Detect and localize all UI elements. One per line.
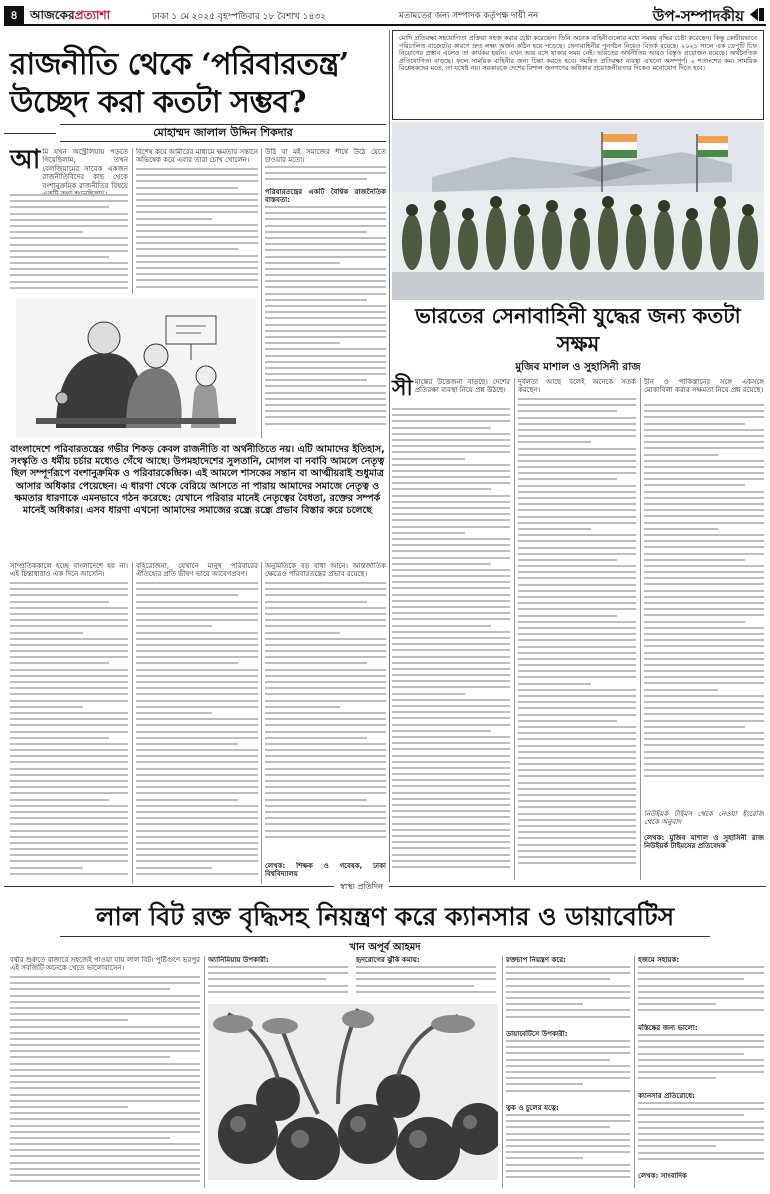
article2-col3-start: চীন ও পাকিস্তানের সঙ্গে একসঙ্গে মোকাবিলা করার সক্ষমতা নিয়ে প্রশ্ন রয়েছে। xyxy=(644,378,764,395)
column-rule xyxy=(634,956,635,1188)
article3-subhead-bp: রক্তচাপ নিয়ন্ত্রণ করে: xyxy=(506,956,566,964)
article3-byline: খান অপূর্ব আহমদ xyxy=(349,942,421,953)
article1-col2-start: বিশেষ করে আমীরের মাধ্যমে ক্ষমতার সন্তানে অভিষেক করে এবার তারা চোখ খোলেন। xyxy=(136,148,258,165)
article1-col3-text-lines-b xyxy=(265,206,386,438)
article2-headline: ভারতের সেনাবাহিনী যুদ্ধের জন্য কতটা সক্ষম xyxy=(415,303,741,356)
article1-col3-text-lines-a xyxy=(265,166,386,188)
article2-source-note: নিউইয়র্ক টাইমস থেকে নেওয়া ইংরেজি থেকে অনুবাদ xyxy=(644,810,764,827)
article3-col5-text-lines-a xyxy=(638,966,764,1022)
article3-col4 xyxy=(506,956,630,1188)
article1-col2-top xyxy=(136,148,258,294)
article3-col2-text-lines xyxy=(208,966,348,1002)
article1-lower-col3-start: অনুমিতিকে বড় বাধা আনে। আন্তর্জাতিক ক্ষেত্রেও পরিবারতন্ত্রের প্রভাব রয়েছে। xyxy=(265,562,386,579)
article1-intro: মি যখন অস্ট্রেলিয়ায় পড়তে গিয়েছিলাম, তখন বেলজিয়ামের সাবেক একজন রাজনীতিবিদের কাছ থেকে বংশানুক্রমিক রাজনীতির বিষয়ে xyxy=(42,148,128,190)
article3-col1-start: বর্ষার শুরুতে বাজারে সহজেই পাওয়া যায় লাল বিট। পুষ্টিগুণে ভরপুর এই সবজিটি অনেকে খেতে ভালোবাসেন। xyxy=(10,956,200,973)
column-rule xyxy=(502,956,503,1188)
column-rule xyxy=(640,378,641,880)
page-number: ৪ xyxy=(4,6,24,24)
newspaper-name xyxy=(30,7,110,27)
section-divider xyxy=(389,30,390,882)
article1-col2-bottom xyxy=(136,562,258,884)
article3-subhead-heart: হৃদরোগের ঝুঁকি কমায়: xyxy=(356,956,420,964)
article2-drop-cap: সী xyxy=(392,376,413,401)
article3-col3-top xyxy=(356,956,496,1002)
article3-subhead-anemia: অ্যানিমিয়ায় উপকারী: xyxy=(208,956,269,964)
article2-col2 xyxy=(518,378,636,880)
editorial-disclaimer: মতামতের জন্য সম্পাদক কর্তৃপক্ষ দায়ী নন xyxy=(399,11,539,21)
article3-beetroot-photo xyxy=(208,1004,498,1180)
article2-col2-start: দুর্বলতা আছে বলেই অনেকে সতর্ক করছেন। xyxy=(518,378,636,395)
article3-subhead-digestion: হজমে সহায়ক: xyxy=(638,956,680,964)
article1-col1-text-lines xyxy=(10,194,128,294)
article1-lower-col2-text-lines xyxy=(136,582,258,884)
article2-soldiers-photo xyxy=(392,122,764,300)
article3-subhead-skin: ত্বক ও চুলের যত্নে: xyxy=(506,1104,559,1112)
article3-author-note: লেখক: সাংবাদিক xyxy=(638,1172,687,1180)
article2-author-note: লেখক: মুজিব মাশাল ও সুহাসিনী রাজ নিউইয়র্ক টাইমসের প্রতিবেদক xyxy=(644,834,764,851)
article2-col1-text-lines xyxy=(392,408,510,880)
article1-headline: রাজনীতি থেকে ‘পরিবারতন্ত্র’ উচ্ছেদ করা কতটা সম্ভব? xyxy=(10,47,349,120)
article2-col1 xyxy=(392,378,510,880)
column-rule xyxy=(204,956,205,1188)
article2-col3 xyxy=(644,378,764,880)
article1-lower-col3-text-lines xyxy=(265,582,386,858)
dateline: ঢাকা ১ মে ২০২৫ বৃহস্পতিবার ১৮ বৈশাখ ১৪৩২ xyxy=(152,12,327,22)
article1-col1-bottom xyxy=(10,562,128,884)
article1-col1-top xyxy=(10,145,128,294)
article2-col3-text-lines xyxy=(644,404,764,804)
article1-col2-text-lines xyxy=(136,168,258,294)
article2-byline: মুজিব মাশাল ও সুহাসিনী রাজ xyxy=(515,361,641,373)
article2-intro: মান্তের উত্তেজনা বাড়ছে। দেশের প্রতিরক্ষা ব্যবস্থা নিয়ে প্রশ্ন উঠছে। xyxy=(414,378,510,395)
article3-headline: লাল বিট রক্ত বৃদ্ধিসহ নিয়ন্ত্রণ করে ক্যানসার ও ডায়াবেটিস xyxy=(60,897,710,937)
article2-col2-text-lines xyxy=(518,398,636,880)
article3-col5-text-lines-b xyxy=(638,1034,764,1090)
health-section-rule xyxy=(4,882,766,891)
article1-lower-col2-start: বহিরোজনা, যেখানে মানুষ পরিবারের ঐতিহ্যের প্রতি ভীষণ ভাবে আবেগপ্রবণ। xyxy=(136,562,258,579)
article3-subhead-brain: মস্তিষ্কের জন্য ভালো: xyxy=(638,1024,698,1032)
column-rule xyxy=(132,148,133,294)
column-rule xyxy=(261,562,262,884)
article3-subhead-cancer: ক্যানসার প্রতিরোধে: xyxy=(638,1092,695,1100)
section-title: উপ-সম্পাদকীয় xyxy=(652,7,744,25)
paper-name-red: প্রত্যাশা xyxy=(74,8,111,22)
article1-cartoon-caption: বাংলাদেশে পরিবারতন্ত্রের গভীর শিকড় কেবল রাজনীতি বা অর্থনীতিতে নয়। এটি আমাদের ইতিহাস, সংস্কৃতি ও ধর্মীয় চর্চার মধ্যেও গেঁথে আছে। উপমহাদেশের সুলতানি, মোগল বা নবাবি আমলে নেতৃত্ব ছিল সম্পূর্ণরূপে বংশানুক্রমিক ও পরিবারকেন্দ্রিক। এই আমলে শাসকের সন্তান বা আত্মীয়রাই শুধুমাত্র আসার অধিকার পেয়েছেন। এ ধারণা থেকে বেরিয়ে আসতে না পারায় আমাদের সমাজে নেতৃত্ব ও ক্ষমতার ধারণাকে এমনভাবে গঠন করেছে: যেখানে পরিবার মানেই নেতৃত্বের বৈধতা, রক্তের সম্পর্ক মানেই অধিকার। এসব ধারণা এখনো আমাদের সমাজের রন্ধ্রে রন্ধ্রে প্রভাব বিস্তার করে চলেছে xyxy=(10,444,385,517)
article3-col4-text-lines-b xyxy=(506,1040,630,1102)
article1-col3-subhead: পরিবারতন্ত্রের একটি বৈশ্বিক রাজনৈতিক বাস্তবতা: xyxy=(265,188,386,205)
column-rule xyxy=(132,562,133,884)
article3-col4-text-lines-a xyxy=(506,966,630,1028)
article3-col2-top xyxy=(208,956,348,1002)
article1-byline: মোহাম্মদ জালাল উদ্দিন শিকদার xyxy=(60,124,386,142)
article1-author-note: লেখক: শিক্ষক ও গবেষক, ঢাকা বিশ্ববিদ্যালয় xyxy=(265,862,386,879)
article1-col3-bottom xyxy=(265,562,386,884)
article2-highlight-box xyxy=(392,30,764,120)
section-arrow-icon xyxy=(750,7,764,22)
article3-col3-text-lines xyxy=(356,966,496,1002)
article3-col5 xyxy=(638,956,764,1188)
article1-cartoon-image xyxy=(16,298,256,438)
article3-subhead-diabetes: ডায়াবেটিসে উপকারী: xyxy=(506,1030,568,1038)
article3-col1-text-lines xyxy=(10,976,200,1188)
paper-name-black: আজকের xyxy=(30,8,75,22)
article3-col4-text-lines-c xyxy=(506,1114,630,1188)
column-rule xyxy=(261,148,262,438)
article1-col3-top xyxy=(265,148,386,438)
article3-col5-text-lines-c xyxy=(638,1102,764,1168)
column-rule xyxy=(514,378,515,880)
article2-box-quote: মোদি প্রতিরক্ষা সহযোগিতা প্রক্রিয়া সহজ করার চেষ্টা করেছেন। তিনি অনেক বাহিনীগুলোর মধ্যে সমন্বয় বৃদ্ধির চেষ্টা করেছেন। কিন্তু কেন্দ্রীয়ভাবে পরিচালিত বাজেটের কারণে দ্রুত লক্ষ্য অর্জন কঠিন হয়ে পড়েছে। সেনাবাহিনীর পুনর্গঠন নিয়েও বিতর্ক রয়েছে। ২০২১ সালে এক ডেপুটি চিফ নিয়োগের প্রস্তাব এলেও তা কার্যকর হয়নি। এখন আর বসে থাকার সময় নেই। ভারতের অর্থনীতির আরও বিস্তৃত প্রয়োজন রয়েছে। অর্থনৈতিক প্রতিযোগিতা বাড়ছে। ফলে সাময়িক বাহিনীর জন্য চিন্তা করতে হবে। সমন্বিত প্রতিরক্ষা ব্যবস্থা এখনো অসম্পূর্ণ। ২ শতাংশের কম। সামরিক বিশ্লেষকদের মতে, তা যথেষ্ট নয়। সরকারকে দেশের বিশাল জনগণের অধিকার প্রয়োজনীয়তার দিকেও মনোযোগ দিতে হবে। xyxy=(399,34,757,73)
article1-lower-col1-start: সাম্প্রতিককালে হচ্ছে বাংলাদেশে হয় না। এই চিন্তাধারাও এক দিনে আসেনি। xyxy=(10,562,128,579)
health-section-label: স্বাস্থ্য প্রতিদিন xyxy=(334,881,389,894)
article3-col1 xyxy=(10,956,200,1188)
article1-col3-start: উঠি বা মই সমাজের শীর্ষে উঠে যেতে চাওয়ার মতো। xyxy=(265,148,386,165)
page-header xyxy=(4,4,766,26)
article1-lower-col1-text-lines xyxy=(10,582,128,884)
article1-drop-cap: আ xyxy=(10,145,41,175)
